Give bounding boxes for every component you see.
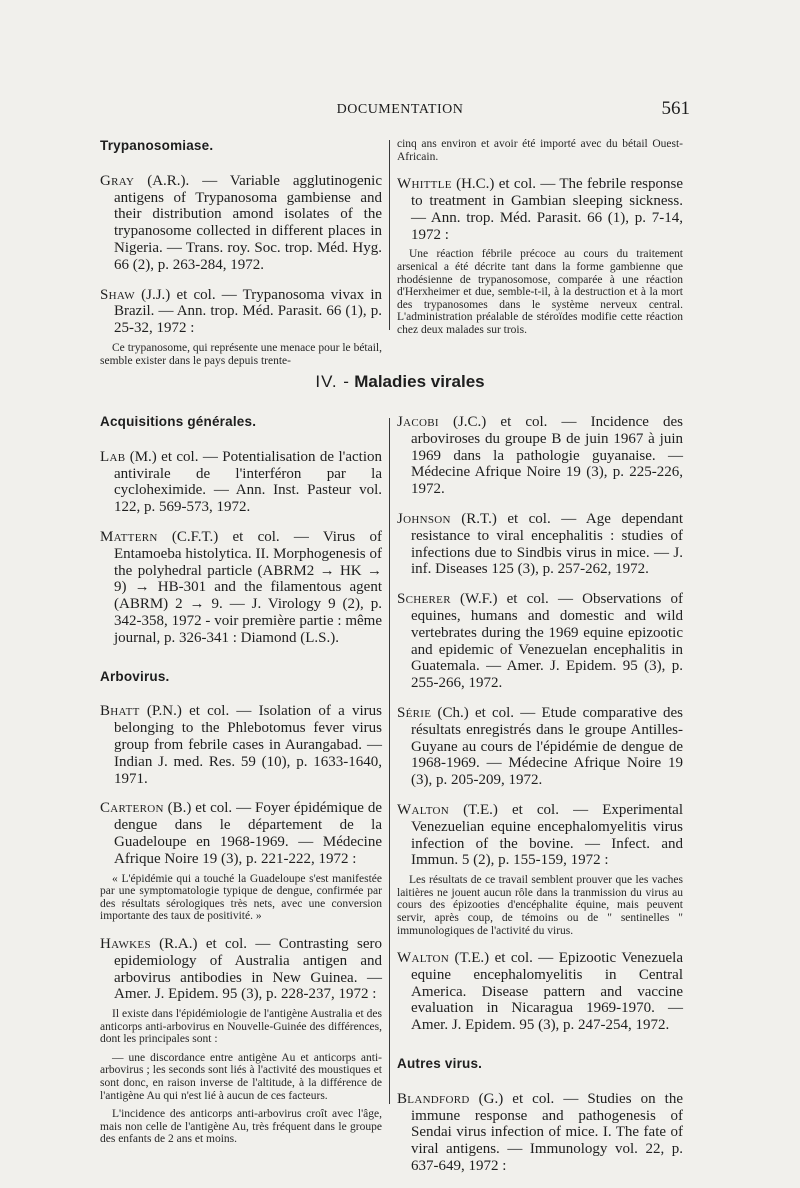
reference-text: (R.T.) et col. — Age dependant resistance to viral encephalitis : studies of infections due to Sindbis virus in mice. — J. inf. Diseases 125 (3), p. 257-262, 1972. [411,510,683,578]
abstract-walton [397,874,683,937]
section-heading-acquisitions: Acquisitions générales. [100,414,257,429]
top-right-column [397,138,683,350]
author: Walton [397,801,450,818]
reference-johnson [397,511,683,578]
reference-jacobi [397,414,683,498]
reference-walton-1 [397,802,683,869]
author: Mattern [100,528,158,545]
author: Blandford [397,1090,470,1107]
author: Hawkes [100,935,151,952]
reference-hawkes [100,936,382,1003]
reference-bhatt [100,703,382,787]
reference-text: (M.) et col. — Potentialisation de l'action antivirale de l'interféron par la cycloheximide. — Ann. Inst. Pasteur vol. 122, p. 569-573, 1972. [114,448,382,516]
abstract-hawkes [100,1008,382,1146]
abstract-text: Il existe dans l'épidémiologie de l'antigène Australia et des anticorps anti-arbovirus en Nouvelle-Guinée des différences, dont les principales sont : [100,1008,382,1046]
left-column [100,414,382,1159]
author: Lab [100,448,126,465]
reference-text: (T.E.) et col. — Experimental Venezuelian equine encephalomyelitis virus infection of the bovine. — Infect. and Immun. 5 (2), p. 155-159, 1972 : [411,801,683,869]
reference-text: (A.R.). — Variable agglutinogenic antigens of Trypanosoma gambiense and their distribution amond isolates of the trypanosome collected in different places in Nigeria. — Trans. roy. Soc. trop. Méd. Hyg. 66 (2), p. 263-284, 1972. [114,172,382,273]
section-heading-arbovirus: Arbovirus. [100,668,170,684]
section-heading-autres-virus: Autres virus. [397,1056,483,1072]
author: Johnson [397,510,451,527]
abstract-text: cinq ans environ et avoir été importé avec du bétail Ouest-Africain. [397,138,683,163]
abstract-text: « L'épidémie qui a touché la Guadeloupe s'est manifestée par une symptomatologie typique de dengue, confirmée par des résultats sérologiques très nets, avec une conversion importante des taux de positivité. » [100,872,382,923]
right-column [397,414,683,1188]
reference-walton-2 [397,950,683,1034]
part-name: Maladies virales [354,372,485,391]
abstract-text: Ce trypanosome, qui représente une menace pour le bétail, semble exister dans le pays depuis trente- [100,341,382,367]
abstract-text: Une réaction fébrile précoce au cours du traitement arsenical a été décrite tant dans la forme gambienne que rhodésienne de trypanosomose, comparée à une réaction d'Herxheimer et due, semble-t-il, à la destruction et à la mort des trypanosomes dans le système nerveux central. L'administration préalable de stéroïdes modifie cette réaction chez deux malades sur trois. [397,248,683,336]
author: Série [397,704,432,721]
reference-blandford [397,1091,683,1175]
reference-serie [397,705,683,789]
page-number: 561 [661,98,690,119]
author: Whittle [397,176,452,193]
reference-text: (R.A.) et col. — Contrasting sero epidemiology of Australia antigen and arbovirus antibodies in New Guinea. — Amer. J. Epidem. 95 (3), p. 228-237, 1972 : [114,935,382,1003]
abstract-shaw [100,342,382,367]
reference-text: (Ch.) et col. — Etude comparative des résultats enregistrés dans le groupe Antilles-Guyane au cours de l'épidémie de dengue de 1968-1969. — Médecine Afrique Noire 19 (3), p. 205-209, 1972. [411,704,683,789]
author: Gray [100,172,135,189]
author: Scherer [397,591,451,608]
reference-shaw [100,287,382,337]
reference-mattern [100,529,382,647]
abstract-carteron [100,873,382,923]
reference-text: (C.F.T.) et col. — Virus of Entamoeba histolytica. II. Morphogenesis of the polyhedral particle (ABRM2 → HK → 9) → HB-301 and the filamentous agent (ABRM) 2 → 9. — J. Virology 9 (2), p. 342-358, 1972 - voir première partie : même journal, p. 326-341 : Diamond (L.S.). [114,528,382,646]
author: Carteron [100,800,164,817]
reference-text: (W.F.) et col. — Observations of equines, humans and domestic and wild vertebrates during the 1969 equine epizootic and epidemic of Venezuelan encephalitis in Guatemala. — Amer. J. Epidem. 95 (3), p. 255-266, 1972. [411,591,683,692]
author: Bhatt [100,703,140,720]
abstract-continuation [397,138,683,163]
column-rule-bottom [389,418,390,1104]
reference-text: (T.E.) et col. — Epizootic Venezuela equine encephalomyelitis in Central America. Disease pattern and vaccine evaluation in Nicaragua 1969-1970. — Amer. J. Epidem. 95 (3), p. 247-254, 1972. [411,950,683,1034]
author: Walton [397,950,450,967]
author: Shaw [100,286,135,303]
reference-gray [100,173,382,274]
part-number: IV. - [315,372,350,391]
reference-text: (H.C.) et col. — The febrile response to treatment in Gambian sleeping sickness. — Ann. trop. Méd. Parasit. 66 (1), p. 7-14, 1972 : [411,176,683,243]
abstract-text: L'incidence des anticorps anti-arbovirus croît avec l'âge, mais non celle de l'antigène Au, très fréquent dans le groupe des enfants de 2 ans et moins. [100,1108,382,1146]
reference-whittle [397,176,683,243]
reference-scherer [397,591,683,692]
top-left-column [100,138,382,380]
reference-text: (G.) et col. — Studies on the immune response and pathogenesis of Sendai virus infection of mice. I. The fate of viral antigens. — Immunology vol. 22, p. 637-649, 1972 : [411,1090,683,1175]
running-head [0,100,800,124]
part-title [0,372,800,392]
abstract-text: Les résultats de ce travail semblent prouver que les vaches laitières ne jouent aucun rôle dans la tranmission du virus au cours des épizooties d'encéphalite équine, mais peuvent servir, après coup, de témoins ou de " sentinelles " immunologiques de l'activité du virus. [397,874,683,937]
section-heading-trypanosomiase: Trypanosomiase. [100,138,214,153]
abstract-text: — une discordance entre antigène Au et anticorps anti-arbovirus ; les seconds sont liés à l'activité des moustiques et sont donc, en raison inverse de l'altitude, à la différence de l'antigène Au qui n'est lié à aucun de ces facteurs. [100,1051,382,1102]
reference-text: (J.J.) et col. — Trypanosoma vivax in Brazil. — Ann. trop. Méd. Parasit. 66 (1), p. 25-32, 1972 : [114,286,382,337]
reference-carteron [100,800,382,867]
abstract-whittle [397,248,683,336]
running-title: DOCUMENTATION [336,102,464,117]
reference-text: (B.) et col. — Foyer épidémique de dengue dans le département de la Guadeloupe en 1968-1969. — Médecine Afrique Noire 19 (3), p. 221-222, 1972 : [114,800,382,867]
reference-lab [100,449,382,516]
column-rule-top [389,140,390,330]
reference-text: (J.C.) et col. — Incidence des arboviroses du groupe B de juin 1967 à juin 1969 dans la pathologie guyanaise. — Médecine Afrique Noire 19 (3), p. 225-226, 1972. [411,414,683,498]
reference-text: (P.N.) et col. — Isolation of a virus belonging to the Phlebotomus fever virus group from febrile cases in Aurangabad. — Indian J. med. Res. 59 (10), p. 1633-1640, 1971. [114,703,382,787]
author: Jacobi [397,414,439,430]
